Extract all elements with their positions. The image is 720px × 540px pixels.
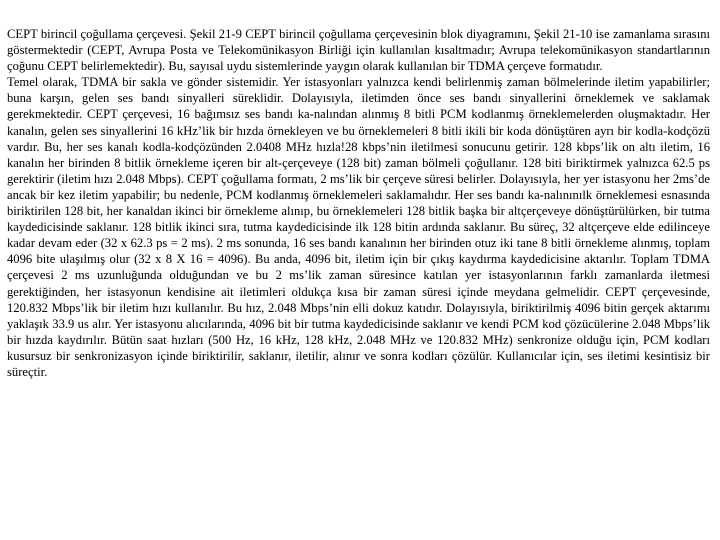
paragraph-cept-intro: CEPT birincil çoğullama çerçevesi. Şekil 21-9 CEPT birincil çoğullama çerçevesinin blok diyagramını, Şekil 21-10 ise zamanlama sırasını göstermektedir (CEPT, Avrupa Posta ve Telekomünikasyon Birliği için kullanılan kısaltmadır; Avrupa telekomünikasyon standartlarının çoğunu CEPT belirlemektedir). Bu, sayısal uydu sistemlerinde yaygın olarak kullanılan bir TDMA çerçeve formatıdır.: [7, 27, 710, 74]
paragraph-tdma-explanation: Temel olarak, TDMA bir sakla ve gönder sistemidir. Yer istasyonları yalnızca kendi belirlenmiş zaman bölmelerinde iletim yapabilirler; buna karşın, gelen ses bandı sinyalleri süreklidir. Dolayısıyla, iletimden önce ses bandı sinyallerini örneklemek ve saklamak gerekmektedir. CEPT çerçevesi, 16 bağımsız ses bandı ka-nalından alınmış 8 bitli PCM kodlanmış örneklemelerden oluşmaktadır. Her kanalın, gelen ses sinyallerini 16 kHz’lik bir hızda örnekleyen ve bu örneklemeleri 8 bitli ikili bir koda dönüştüren ayrı bir kodla-kodçözü vardır. Bu, her ses kanalı kodla-kodçözünden 2.0408 MHz hızla!28 kbps’nin iletilmesi sonucunu getirir. 128 kbps’lik on altı iletim, 16 kanalın her birinden 8 bitlik örnekleme içeren bir alt-çerçeveye (128 bit) zaman bölmeli çoğullanır. 128 biti biriktirmek yalnızca 62.5 ps gerektirir (iletim hızı 2.048 Mbps). CEPT çoğullama formatı, 2 ms’lik bir çerçeve süresi belirler. Dolayısıyla, her yer istasyonu her 2ms’de ancak bir kez iletim yapabilir; bu nedenle, PCM kodlanmış örneklemeleri saklamalıdır. Her ses bandı ka-nalınınılk örneklemesi esnasında biriktirilen 128 bit, her kanaldan ikinci bir örnekleme alınıp, bu örneklemeleri 128 bitlik başka bir altçerçeveye dönüştürülürken, bir tutma kaydedicisinde saklanır. 128 bitlik ikinci sıra, tutma kaydedicisinde ilk 128 bitin ardında saklanır. Bu süreç, 32 altçerçeve elde edilinceye kadar devam eder (32 x 62.3 ps = 2 ms). 2 ms sonunda, 16 ses bandı kanalının her birinden otuz iki tane 8 bitli örnekleme alınmış, toplam 4096 bite ulaşılmış olur (32 x 8 X 16 = 4096). Bu anda, 4096 bit, iletim için bir çıkış kaydırma kaydedicisine aktarılır. Toplam TDMA çerçevesi 2 ms uzunluğunda olduğundan ve bu 2 ms’lik zaman süresince katılan yer istasyonlarının farklı zamanlarda iletmesi gerektiğinden, her istasyonun kendisine ait iletimleri oldukça kısa bir zaman süresi içinde meydana gelmelidir. CEPT çerçevesinde, 120.832 Mbps’lik bir iletim hızı kullanılır. Bu hız, 2.048 Mbps’nin elli dokuz katıdır. Dolayısıyla, biriktirilmiş 4096 bitin gerçek aktarımı yaklaşık 33.9 us alır. Yer istasyonu alıcılarında, 4096 bit bir tutma kaydedicisinde saklanır ve kendi PCM kod çözücülerine 2.048 Mbps’lik bir hızda kaydırılır. Bütün saat hızları (500 Hz, 16 kHz, 128 kHz, 2.048 MHz ve 120.832 MHz) senkronize olduğu için, PCM kodları kusursuz bir senkronizasyon içinde biriktirilir, saklanır, iletilir, alınır ve sonra kodları çözülür. Kullanıcılar için, ses iletimi kesintisiz bir süreçtir.: [7, 75, 710, 379]
document-body: [7, 26, 710, 380]
